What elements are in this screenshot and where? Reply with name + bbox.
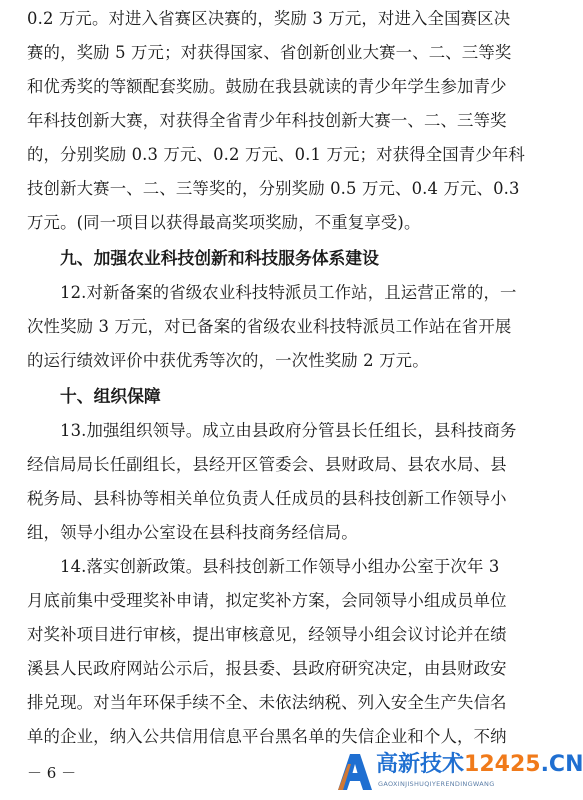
text-line: 的运行绩效评价中获优秀等次的，一次性奖励 2 万元。 [27,351,429,370]
text-line: 万元。(同一项目以获得最高奖项奖励，不重复享受)。 [27,213,421,232]
section-heading-10: 十、组织保障 [60,386,161,406]
text-line: 单的企业，纳入公共信用信息平台黑名单的失信企业和个人，不纳 [27,727,507,746]
watermark-brand [376,752,583,778]
watermark-brand-suffix: .CN [540,752,583,777]
watermark-brand-number: 12425 [464,752,541,777]
text-line: 0.2 万元。对进入省赛区决赛的，奖励 3 万元，对进入全国赛区决 [27,9,511,28]
watermark-brand-cn: 高新技术 [376,752,465,777]
text-line: 经信局局长任副组长，县经开区管委会、县财政局、县农水局、县 [27,455,507,474]
text-line: 年科技创新大赛，对获得全省青少年科技创新大赛一、二、三等奖 [27,111,507,130]
text-line: 的，分别奖励 0.3 万元、0.2 万元、0.1 万元；对获得全国青少年科 [27,145,525,164]
text-line: 次性奖励 3 万元，对已备案的省级农业科技特派员工作站在省开展 [27,317,512,336]
text-line: 技创新大赛一、二、三等奖的，分别奖励 0.5 万元、0.4 万元、0.3 [27,179,520,198]
site-watermark [336,748,583,800]
section-heading-9: 九、加强农业科技创新和科技服务体系建设 [60,248,379,268]
letter-a-logo-icon [336,750,374,794]
page-number: － 6 － [27,764,77,782]
text-line: 和优秀奖的等额配套奖励。鼓励在我县就读的青少年学生参加青少 [27,77,507,96]
text-line: 税务局、县科协等相关单位负责人任成员的县科技创新工作领导小 [27,489,507,508]
text-line: 组，领导小组办公室设在县科技商务经信局。 [27,523,358,542]
text-line: 13.加强组织领导。成立由县政府分管县长任组长，县科技商务 [60,421,517,440]
watermark-pinyin: GAOXINJISHUQIYERENDINGWANG [378,780,495,788]
text-line: 12.对新备案的省级农业科技特派员工作站，且运营正常的，一 [60,283,517,302]
text-line: 排兑现。对当年环保手续不全、未依法纳税、列入安全生产失信名 [27,693,507,712]
text-line: 14.落实创新政策。县科技创新工作领导小组办公室于次年 3 [60,557,500,576]
text-line: 赛的，奖励 5 万元；对获得国家、省创新创业大赛一、二、三等奖 [27,43,512,62]
text-line: 对奖补项目进行审核，提出审核意见，经领导小组会议讨论并在绩 [27,625,507,644]
text-line: 月底前集中受理奖补申请，拟定奖补方案，会同领导小组成员单位 [27,591,507,610]
text-line: 溪县人民政府网站公示后，报县委、县政府研究决定，由县财政安 [27,659,507,678]
